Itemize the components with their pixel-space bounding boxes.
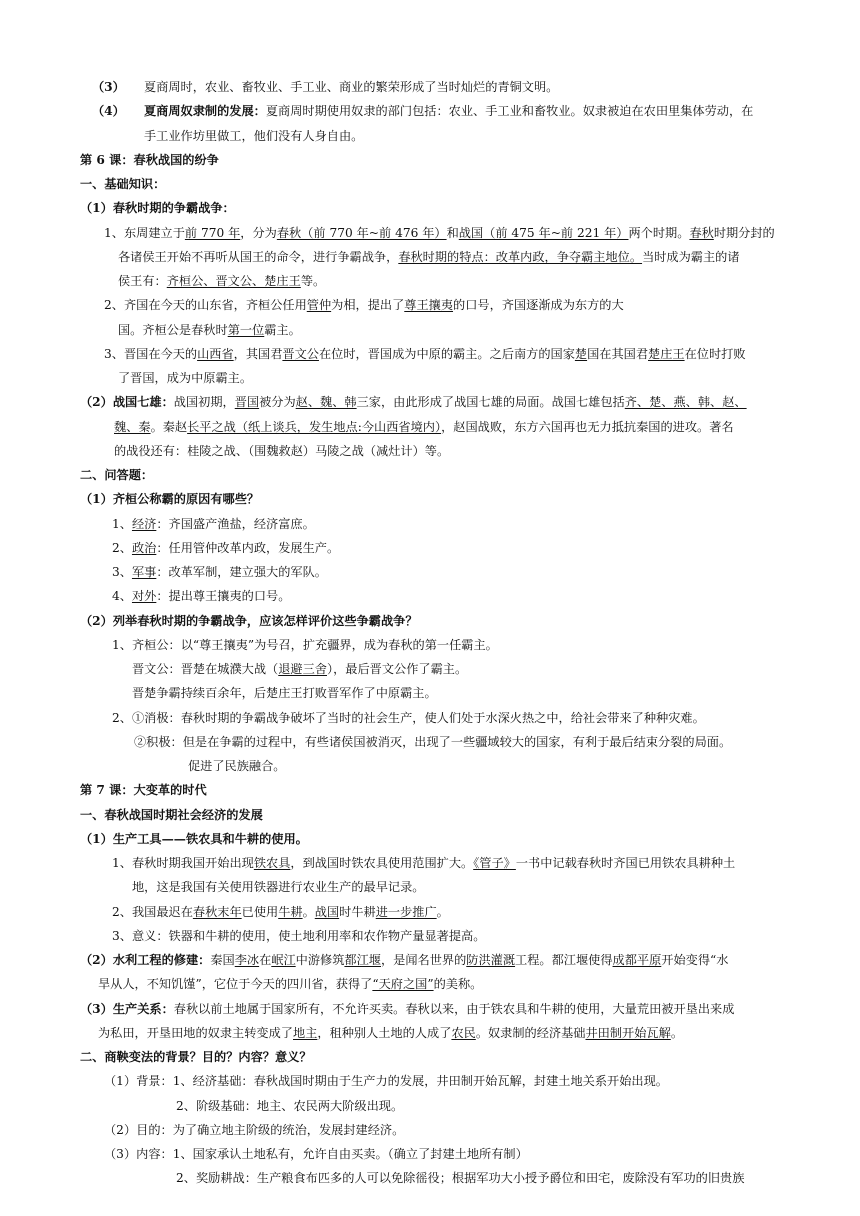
underlined-term: 春秋（前 770 年~前 476 年） <box>276 225 447 240</box>
underlined-term: 铁农具 <box>253 856 291 870</box>
text-line <box>188 757 286 775</box>
text-line <box>80 490 259 508</box>
heading-text: （3）生产关系： <box>80 1001 174 1016</box>
body-text: 的美称。 <box>433 977 483 992</box>
underlined-term: 楚 <box>574 346 588 361</box>
underlined-term: 春秋末年 <box>192 904 242 919</box>
text-line <box>132 684 437 702</box>
underlined-term: 尊王攘夷 <box>404 298 454 313</box>
heading-text: （2）水利工程的修建： <box>80 953 211 967</box>
body-text: 。奴隶制的经济基础 <box>475 1025 586 1040</box>
underlined-term: 晋国 <box>234 395 260 410</box>
body-text: 战国初期， <box>173 395 235 410</box>
body-text: 旱从人，不知饥馑”，它位于今天的四川省，获得了 <box>98 977 373 992</box>
underlined-term: 退避三舍 <box>278 662 327 676</box>
body-text: 工程。都江堰使得 <box>515 953 613 967</box>
body-text: 夏商周时期使用奴隶的部门包括：农业、手工业和畜牧业。奴隶被迫在农田里集体劳动，在 <box>265 104 754 119</box>
text-line <box>80 806 263 824</box>
underlined-term: 岷江 <box>271 953 296 967</box>
text-line <box>104 345 746 363</box>
body-text: 3、晋国在今天的 <box>104 346 198 361</box>
body-text: 1、 <box>112 516 132 531</box>
underlined-term: 牛耕 <box>278 904 303 919</box>
text-line <box>118 321 301 339</box>
body-text: 夏商周时，农业、畜牧业、手工业、商业的繁荣形成了当时灿烂的青铜文明。 <box>144 80 559 94</box>
underlined-term: 经济 <box>131 516 157 531</box>
text-line <box>104 1072 668 1090</box>
heading-text: 第 7 课：大变革的时代 <box>80 783 207 798</box>
text-line <box>112 515 315 533</box>
text-line <box>104 1145 528 1163</box>
underlined-term: 赵、魏、韩 <box>295 395 357 410</box>
text-line <box>80 1000 734 1018</box>
text-line <box>132 878 425 896</box>
body-text: ：任用管仲改革内政，发展生产。 <box>156 540 340 555</box>
body-text: 等。 <box>300 274 326 288</box>
underlined-term: 李冰 <box>234 953 260 967</box>
body-text: 一书中记载春秋时齐国已用铁农具耕种土 <box>515 856 736 870</box>
underlined-term: 管仲 <box>306 298 332 313</box>
heading-text: （2）列举春秋时期的争霸战争，应该怎样评价这些争霸战争？ <box>80 613 418 628</box>
body-text: 两个时期。 <box>628 225 690 240</box>
text-line <box>112 539 339 557</box>
body-text: 在位时打败 <box>684 346 746 361</box>
text-line <box>98 1024 683 1042</box>
body-text: 2、①消极：春秋时期的争霸战争破坏了当时的社会生产，使人们处于水深火热之中，给社会带来了种种灾难。 <box>112 710 705 725</box>
underlined-term: 《管子》 <box>473 856 516 870</box>
underlined-term: 政治 <box>131 540 157 555</box>
underlined-term: 春秋时期的特点：改革内政，争夺霸主地位。 <box>398 249 643 264</box>
body-text: 三家，由此形成了战国七雄的局面。战国七雄包括 <box>356 395 625 410</box>
heading-text: （2）战国七雄： <box>80 395 174 410</box>
body-text: 2、我国最迟在 <box>112 904 193 919</box>
body-text: 春秋以前土地属于国家所有，不允许买卖。春秋以来，由于铁农具和牛耕的使用，大量荒田被开垦出来成 <box>173 1001 735 1016</box>
body-text: 1、东周建立于 <box>104 225 185 240</box>
text-line <box>118 272 325 290</box>
body-text: 侯王有： <box>118 274 167 288</box>
body-text: 开始变得“水 <box>661 953 729 967</box>
body-text: ：齐国盛产渔盐，经济富庶。 <box>156 516 315 531</box>
body-text: ②积极：但是在争霸的过程中，有些诸侯国被消灭，出现了一些疆域较大的国家，有利于最后结束分裂的局面。 <box>134 734 732 749</box>
text-line <box>144 127 363 145</box>
heading-text: 第 6 课：春秋战国的纷争 <box>80 152 219 167</box>
heading-text: （1）齐桓公称霸的原因有哪些？ <box>80 492 260 507</box>
underlined-term: 都江堰 <box>344 953 381 967</box>
body-text: 和 <box>446 225 459 240</box>
heading-text: 夏商周奴隶制的发展： <box>144 104 266 119</box>
text-line <box>92 78 558 96</box>
body-text: 国。齐桓公是春秋时 <box>118 322 228 337</box>
heading-text: （1）生产工具——铁农具和牛耕的使用。 <box>80 831 308 846</box>
underlined-term: 对外 <box>131 589 157 604</box>
body-text: 2、 <box>112 540 132 555</box>
body-text: ：改革军制，建立强大的军队。 <box>156 565 327 579</box>
body-text: 1、春秋时期我国开始出现 <box>112 856 254 870</box>
underlined-term: 成都平原 <box>612 953 662 967</box>
body-text: 秦国 <box>210 953 235 967</box>
body-text: 2、阶级基础：地主、农民两大阶级出现。 <box>176 1098 404 1113</box>
body-text: 手工业作坊里做工，他们没有人身自由。 <box>144 128 364 143</box>
heading-text: 二、商鞅变法的背景？目的？内容？意义？ <box>80 1050 312 1064</box>
text-line <box>112 709 705 727</box>
body-text: 了晋国，成为中原霸主。 <box>118 371 253 385</box>
text-line <box>80 175 165 193</box>
body-text: 已使用 <box>241 904 279 919</box>
text-line <box>80 951 728 969</box>
text-line <box>80 781 207 799</box>
body-text: 为私田，开垦田地的奴隶主转变成了 <box>98 1025 293 1040</box>
underlined-term: 春秋 <box>689 225 714 240</box>
body-text: 2、齐国在今天的山东省，齐桓公任用 <box>104 298 307 313</box>
underlined-term: 齐、楚、燕、韩、赵、 <box>624 395 747 410</box>
text-line <box>92 102 753 120</box>
text-line <box>98 975 482 993</box>
underlined-term: 晋文公 <box>282 346 319 361</box>
body-text: 的战役还有：桂陵之战、（围魏救赵）马陵之战（减灶计）等。 <box>114 443 450 458</box>
text-line <box>112 903 449 921</box>
underlined-term: 防洪灌溉 <box>466 953 516 967</box>
heading-text: 一、春秋战国时期社会经济的发展 <box>80 807 263 822</box>
body-text: 。 <box>436 904 449 919</box>
body-text: 当时成为霸主的诸 <box>642 249 740 264</box>
body-text: ），最后晋文公作了霸主。 <box>327 662 468 676</box>
text-line <box>118 248 740 266</box>
body-text: ，到战国时铁农具使用范围扩大。 <box>290 856 474 870</box>
body-text: 被分为 <box>259 395 296 410</box>
body-text: 地，这是我国有关使用铁器进行农业生产的最早记录。 <box>132 880 425 895</box>
body-text: （2）目的：为了确立地主阶级的统治，发展封建经济。 <box>104 1122 405 1137</box>
underlined-term: 军事 <box>131 565 157 579</box>
text-line <box>80 830 308 848</box>
underlined-term: 地主 <box>293 1025 318 1040</box>
underlined-term: 长平之战（纸上谈兵，发生地点:今山西省境内） <box>187 419 442 434</box>
text-line <box>114 442 449 460</box>
body-text: 。 <box>302 904 315 919</box>
underlined-term: 齐桓公、晋文公、楚庄王 <box>166 274 301 288</box>
body-text: 中游修筑 <box>295 953 345 967</box>
text-line <box>112 563 327 581</box>
body-text: ，是闻名世界的 <box>380 953 467 967</box>
body-text: 3、 <box>112 565 132 579</box>
text-line <box>114 418 734 436</box>
text-line <box>176 1169 744 1187</box>
body-text: 为相，提出了 <box>331 298 405 313</box>
body-text: ，分为 <box>240 225 277 240</box>
body-text: 促进了民族融合。 <box>188 759 286 773</box>
text-line <box>176 1097 403 1115</box>
item-number: （3） <box>92 80 125 94</box>
body-text: 。秦赵 <box>150 419 188 434</box>
body-text: 晋文公：晋楚在城濮大战（ <box>132 662 279 676</box>
body-text: ：提出尊王攘夷的口号。 <box>156 589 291 604</box>
text-line <box>132 660 467 678</box>
underlined-term: 井田制开始瓦解 <box>585 1025 671 1040</box>
text-line <box>112 927 485 945</box>
body-text: 3、意义：铁器和牛耕的使用，使土地利用率和农作物产量显著提高。 <box>112 928 486 943</box>
body-text: 国在其国君 <box>587 346 649 361</box>
body-text: ，租种别人土地的人成了 <box>317 1025 452 1040</box>
body-text: 4、 <box>112 589 132 604</box>
text-line <box>80 1048 312 1066</box>
body-text: ，其国君 <box>233 346 283 361</box>
body-text: ，赵国战败，东方六国再也无力抵抗秦国的进攻。著名 <box>441 419 734 434</box>
text-line <box>134 733 731 751</box>
underlined-term: 魏、秦 <box>114 419 151 434</box>
underlined-term: 楚庄王 <box>648 346 685 361</box>
body-text: 时期分封的 <box>713 225 775 240</box>
text-line <box>80 199 235 217</box>
body-text: 在 <box>259 953 272 967</box>
heading-text: 一、基础知识： <box>80 177 166 191</box>
text-line <box>104 1121 404 1139</box>
body-text: （3）内容：1、国家承认土地私有，允许自由买卖。（确立了封建土地所有制） <box>104 1147 528 1161</box>
text-line <box>112 636 498 654</box>
underlined-term: 第一位 <box>227 322 265 337</box>
underlined-term: 战国（前 475 年~前 221 年） <box>458 225 629 240</box>
underlined-term: “天府之国” <box>372 977 434 992</box>
text-line <box>118 369 252 387</box>
body-text: （1）背景：1、经济基础：春秋战国时期由于生产力的发展，井田制开始瓦解，封建土地关系开始出现。 <box>104 1074 668 1089</box>
text-line <box>112 587 290 605</box>
underlined-term: 战国 <box>314 904 340 919</box>
underlined-term: 前 770 年 <box>184 225 241 240</box>
body-text: 的口号，齐国逐渐成为东方的大 <box>453 298 624 313</box>
text-line <box>80 612 418 630</box>
text-line <box>112 854 735 872</box>
heading-text: 二、问答题： <box>80 468 154 482</box>
text-line <box>104 296 624 314</box>
text-line <box>80 151 219 169</box>
text-line <box>104 224 775 242</box>
body-text: 各诸侯王开始不再听从国王的命令，进行争霸战争， <box>118 249 399 264</box>
body-text: 晋楚争霸持续百余年，后楚庄王打败晋军作了中原霸主。 <box>132 686 437 701</box>
body-text: 1、齐桓公：以“尊王攘夷”为号召，扩充疆界，成为春秋的第一任霸主。 <box>112 637 498 652</box>
heading-text: （1）春秋时期的争霸战争： <box>80 201 235 216</box>
item-number: （4） <box>92 104 125 119</box>
body-text: 在位时，晋国成为中原的霸主。之后南方的国家 <box>318 346 575 361</box>
underlined-term: 进一步推广 <box>375 904 437 919</box>
text-line <box>80 466 153 484</box>
body-text: 时牛耕 <box>339 904 376 919</box>
underlined-term: 山西省 <box>197 346 234 361</box>
text-line <box>80 393 747 411</box>
underlined-term: 农民 <box>451 1025 476 1040</box>
body-text: 霸主。 <box>264 322 301 337</box>
body-text: 2、奖励耕战：生产粮食布匹多的人可以免除徭役；根据军功大小授予爵位和田宅，废除没有军功的旧贵族 <box>176 1171 745 1186</box>
body-text: 。 <box>670 1025 683 1040</box>
